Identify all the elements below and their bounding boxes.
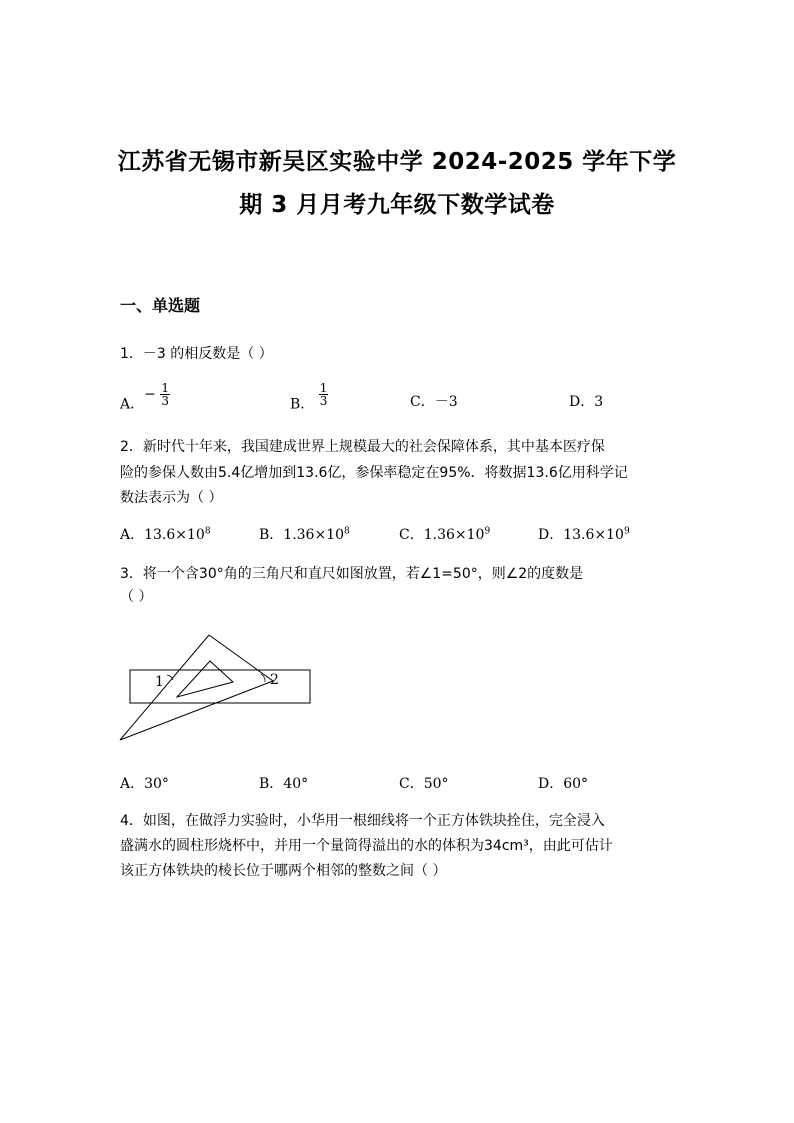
q3-option-a: A．30°: [120, 776, 169, 792]
exam-title-line-2: 期 3 月月考九年级下数学试卷: [239, 192, 555, 218]
q4-stem-line-2: 盛满水的圆柱形烧杯中，并用一个量筒得溢出的水的体积为34cm³，由此可估计: [120, 838, 613, 854]
q1-option-d: D．3: [569, 394, 604, 410]
q1-option-a-fraction: [160, 382, 170, 407]
q1-option-b: [290, 382, 328, 414]
q2-option-c-base: C．1.36×10: [399, 527, 485, 543]
q2-option-a-base: A．13.6×10: [120, 527, 205, 543]
q1-option-b-denominator: 3: [319, 394, 328, 408]
q2-stem-line-2: 险的参保人数由5.4亿增加到13.6亿，参保率稳定在95%．将数据13.6亿用科学记: [120, 465, 628, 481]
q1-option-b-label: B．: [290, 396, 315, 413]
q1-option-b-fraction: [319, 382, 329, 407]
q2-option-a-exponent: 8: [204, 526, 211, 537]
q1-option-a-denominator: 3: [161, 394, 169, 408]
q2-option-c: [399, 524, 490, 544]
q2-option-b-exponent: 8: [344, 526, 350, 537]
section-heading: 一、单选题: [120, 296, 201, 315]
q2-option-d-exponent: 9: [623, 526, 630, 537]
q2-option-b-base: B．1.36×10: [259, 527, 345, 543]
q1-option-a: [120, 382, 170, 414]
q3-stem-line-2: （ ）: [120, 589, 153, 605]
q1-option-a-label: A．: [120, 396, 145, 413]
q2-option-a: [120, 524, 211, 544]
q1-option-c: C．－3: [410, 394, 458, 410]
triangle-ruler-figure: [115, 630, 315, 745]
set-square-outer: [120, 635, 273, 740]
q4-stem-line-1: 4．如图，在做浮力实验时，小华用一根细线将一个正方体铁块拴住，完全浸入: [120, 813, 605, 829]
q1-option-b-numerator: 1: [319, 381, 328, 395]
q1-stem: 1．－3 的相反数是（ ）: [120, 346, 273, 362]
angle-2-label: 2: [270, 672, 279, 688]
q2-option-d-base: D．13.6×10: [538, 527, 624, 543]
q2-stem-line-1: 2．新时代十年来，我国建成世界上规模最大的社会保障体系，其中基本医疗保: [120, 439, 605, 455]
q2-stem-line-3: 数法表示为（ ）: [120, 490, 223, 506]
exam-title-line-1: 江苏省无锡市新吴区实验中学 2024-2025 学年下学: [117, 149, 677, 175]
q2-option-b: [259, 524, 350, 544]
set-square-inner: [177, 661, 233, 697]
q3-option-b: B．40°: [259, 776, 309, 792]
q3-option-d: D．60°: [538, 776, 589, 792]
angle-1-label: 1: [155, 674, 164, 690]
q1-option-a-numerator: 1: [161, 381, 169, 395]
q3-option-c: C．50°: [399, 776, 449, 792]
q3-stem-line-1: 3．将一个含30°角的三角尺和直尺如图放置，若∠1=50°，则∠2的度数是: [120, 566, 584, 582]
q4-stem-line-3: 该正方体铁块的棱长位于哪两个相邻的整数之间（ ）: [120, 863, 447, 879]
q2-option-d: [538, 524, 630, 544]
q2-option-c-exponent: 9: [484, 526, 491, 537]
q1-option-a-sign: −: [144, 386, 156, 403]
